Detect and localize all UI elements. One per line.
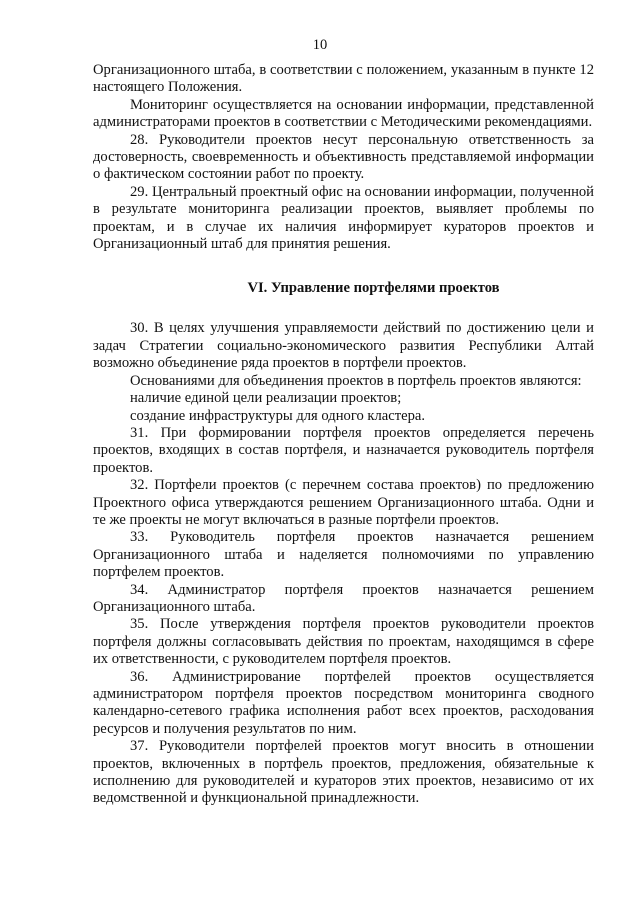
paragraph-37: 37. Руководители портфелей проектов могут вносить в отношении проектов, включенных в портфель проектов, предложения, обязательные к исполнению для руководителей и кураторов этих проектов, независимо от их ведомственной и функциональной принадлежности. — [93, 738, 594, 807]
paragraph-33: 33. Руководитель портфеля проектов назначается решением Организационного штаба и наделяется полномочиями по управлению портфелем проектов. — [93, 529, 594, 581]
list-item: наличие единой цели реализации проектов; — [130, 390, 402, 407]
paragraph-31: 31. При формировании портфеля проектов определяется перечень проектов, входящих в состав портфеля, и назначается руководитель портфеля проектов. — [93, 424, 594, 476]
paragraph-32: 32. Портфели проектов (с перечнем состава проектов) по предложению Проектного офиса утверждаются решением Организационного штаба. Одни и те же проекты не могут включаться в разные портфели проектов. — [93, 477, 594, 528]
section-heading: VI. Управление портфелями проектов — [247, 280, 500, 297]
list-item: создание инфраструктуры для одного кластера. — [130, 407, 425, 424]
paragraph-continuation: Организационного штаба, в соответствии с положением, указанным в пункте 12 настоящего Положения. — [93, 62, 594, 96]
paragraph-monitoring: Мониторинг осуществляется на основании информации, представленной администраторами проектов в соответствии с Методическими рекомендациями. — [93, 96, 594, 131]
page-number: 10 — [312, 37, 328, 53]
paragraph-28: 28. Руководители проектов несут персональную ответственность за достоверность, своевременность и объективность представляемой информации о фактическом состоянии работ по проекту. — [93, 131, 594, 183]
paragraph-grounds: Основаниями для объединения проектов в портфель проектов являются: — [130, 372, 582, 389]
paragraph-29: 29. Центральный проектный офис на основании информации, полученной в результате мониторинга реализации проектов, выявляет проблемы по проектам, и в случае их наличия информирует кураторов проектов и Организационный штаб для принятия решения. — [93, 183, 594, 253]
paragraph-36: 36. Администрирование портфелей проектов осуществляется администратором портфеля проектов посредством мониторинга сводного календарно-сетевого графика исполнения работ всех проектов, расходования ресурсов и получения результатов по ним. — [93, 668, 594, 737]
paragraph-34: 34. Администратор портфеля проектов назначается решением Организационного штаба. — [93, 581, 594, 615]
paragraph-30: 30. В целях улучшения управляемости действий по достижению цели и задач Стратегии социально-экономического развития Республики Алтай возможно объединение ряда проектов в портфели проектов. — [93, 320, 594, 372]
paragraph-35: 35. После утверждения портфеля проектов руководители проектов портфеля должны согласовывать действия по проектам, находящимся в сфере их ответственности, с руководителем портфеля проектов. — [93, 616, 594, 668]
document-body — [93, 62, 594, 808]
